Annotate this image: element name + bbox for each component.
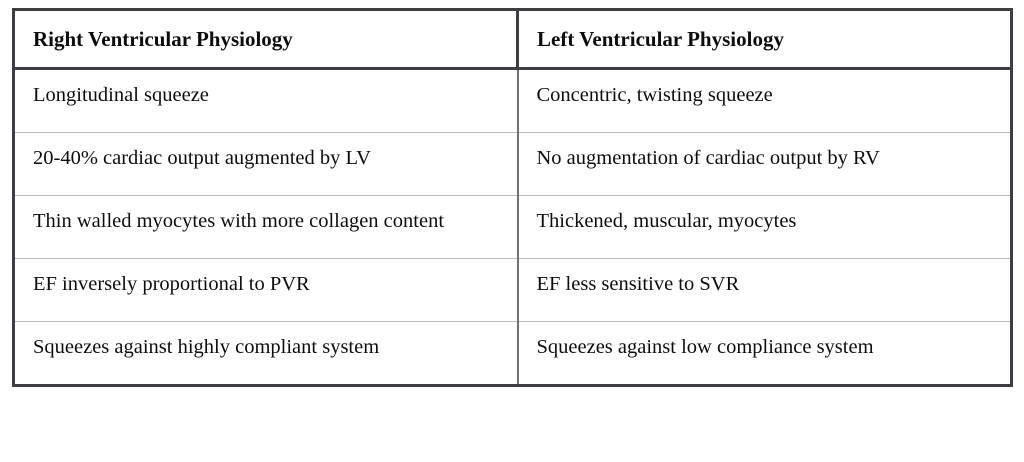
cell-rv-compliance: Squeezes against highly compliant system <box>14 322 518 386</box>
cell-lv-cardiac-output: No augmentation of cardiac output by RV <box>518 133 1012 196</box>
cell-lv-myocytes: Thickened, muscular, myocytes <box>518 196 1012 259</box>
cell-rv-squeeze-type: Longitudinal squeeze <box>14 69 518 133</box>
table-row <box>14 196 1012 259</box>
cell-lv-ejection-fraction: EF less sensitive to SVR <box>518 259 1012 322</box>
table-container <box>12 8 1010 387</box>
table-row <box>14 69 1012 133</box>
table-row <box>14 133 1012 196</box>
table-row <box>14 259 1012 322</box>
table-body <box>14 69 1012 386</box>
ventricular-physiology-table <box>12 8 1013 387</box>
cell-rv-myocytes: Thin walled myocytes with more collagen content <box>14 196 518 259</box>
cell-lv-squeeze-type: Concentric, twisting squeeze <box>518 69 1012 133</box>
cell-rv-ejection-fraction: EF inversely proportional to PVR <box>14 259 518 322</box>
cell-lv-compliance: Squeezes against low compliance system <box>518 322 1012 386</box>
column-header-left-ventricular: Left Ventricular Physiology <box>518 10 1012 69</box>
column-header-right-ventricular: Right Ventricular Physiology <box>14 10 518 69</box>
table-header-row <box>14 10 1012 69</box>
table-header <box>14 10 1012 69</box>
cell-rv-cardiac-output: 20-40% cardiac output augmented by LV <box>14 133 518 196</box>
table-row <box>14 322 1012 386</box>
